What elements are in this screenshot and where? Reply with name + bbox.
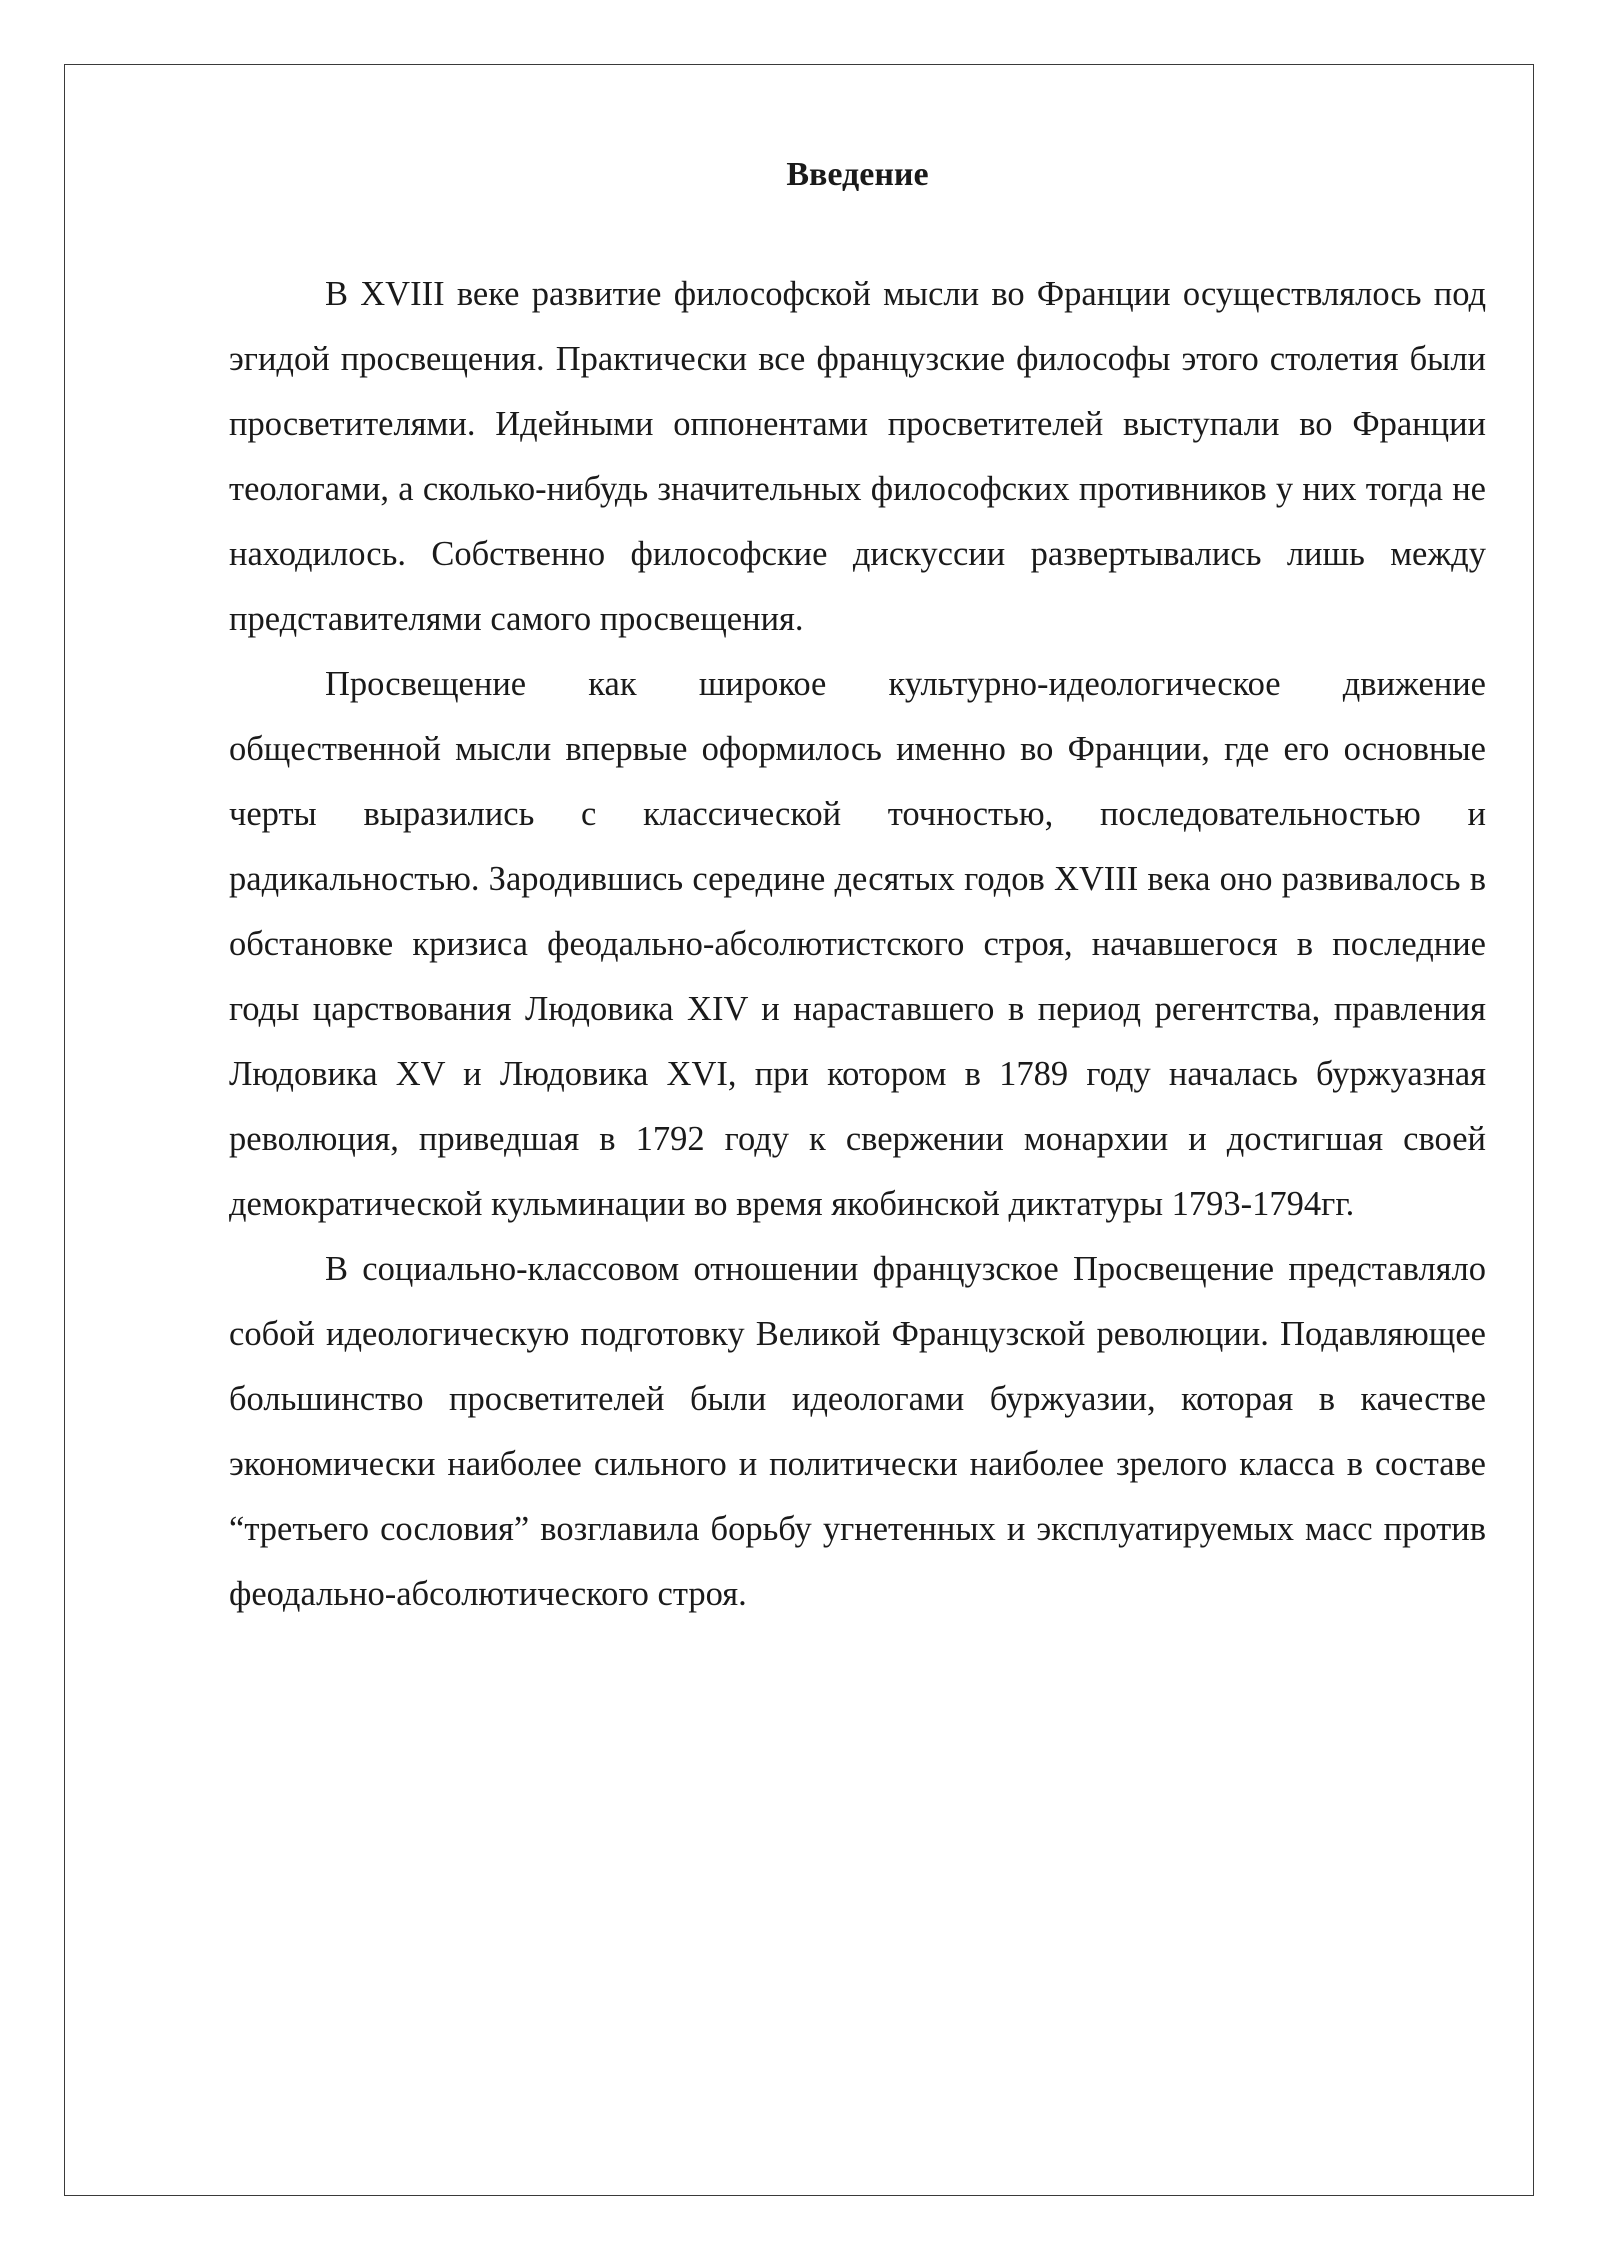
document-title: Введение bbox=[786, 156, 929, 193]
paragraph-2: Просвещение как широкое культурно-идеологическое движение общественной мысли впервые оформилось именно во Франции, где его основные черты выразились с классической точностью, последовательностью и радикальностью. Зародившись середине десятых годов XVIII века оно развивалось в обстановке кризиса феодально-абсолютистского строя, начавшегося в последние годы царствования Людовика XIV и нараставшего в период регентства, правления Людовика XV и Людовика XVI, при котором в 1789 году началась буржуазная революция, приведшая в 1792 году к свержении монархии и достигшая своей демократической кульминации во время якобинской диктатуры 1793-1794гг. bbox=[229, 665, 1486, 1223]
document-body bbox=[229, 145, 1486, 1627]
paragraph-1: В XVIII веке развитие философской мысли во Франции осуществлялось под эгидой просвещения. Практически все французские философы этого столетия были просветителями. Идейными оппонентами просветителей выступали во Франции теологами, а сколько-нибудь значительных философских противников у них тогда не находилось. Собственно философские дискуссии развертывались лишь между представителями самого просвещения. bbox=[229, 275, 1486, 638]
paragraph-3: В социально-классовом отношении французское Просвещение представляло собой идеологическую подготовку Великой Французской революции. Подавляющее большинство просветителей были идеологами буржуазии, которая в качестве экономически наиболее сильного и политически наиболее зрелого класса в составе “третьего сословия” возглавила борьбу угнетенных и эксплуатируемых масс против феодально-абсолютического строя. bbox=[229, 1250, 1486, 1613]
